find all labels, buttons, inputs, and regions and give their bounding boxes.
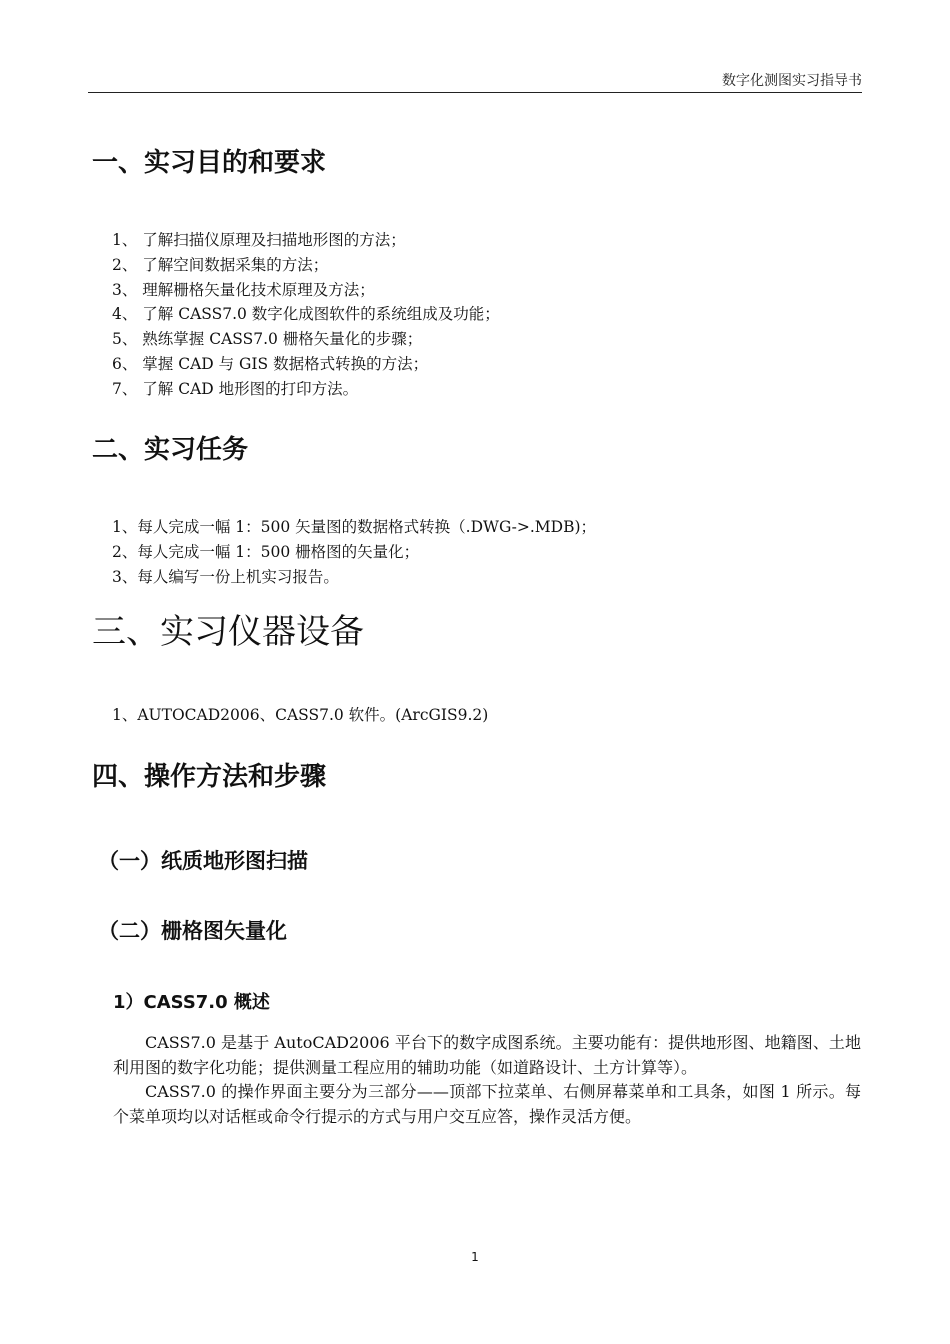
list-item: 1、每人完成一幅 1：500 矢量图的数据格式转换（.DWG->.MDB)；	[112, 518, 597, 536]
section3-list	[112, 703, 488, 728]
list-item: 3、每人编写一份上机实习报告。	[112, 567, 339, 586]
list-item: 2、 了解空间数据采集的方法；	[112, 255, 329, 274]
section3-heading: 三、实习仪器设备	[92, 612, 364, 652]
list-item: 1、 了解扫描仪原理及扫描地形图的方法；	[112, 231, 406, 249]
body-paragraphs	[113, 1031, 861, 1129]
list-item: 1、AUTOCAD2006、CASS7.0 软件。(ArcGIS9.2)	[112, 706, 489, 724]
list-item: 3、 理解栅格矢量化技术原理及方法；	[112, 280, 375, 299]
subsubsection-heading: 1）CASS7.0 概述	[113, 992, 270, 1013]
section1-list	[112, 228, 500, 402]
section1-heading: 一、实习目的和要求	[92, 148, 327, 178]
list-item: 5、 熟练掌握 CASS7.0 栅格矢量化的步骤；	[112, 330, 423, 349]
section4-heading: 四、操作方法和步骤	[92, 762, 327, 792]
list-item: 4、 了解 CASS7.0 数字化成图软件的系统组成及功能；	[112, 305, 500, 324]
subsection-heading-1: （一）纸质地形图扫描	[98, 849, 308, 873]
paragraph: CASS7.0 的操作界面主要分为三部分——顶部下拉菜单、右侧屏幕菜单和工具条，如图 1 所示。每个菜单项均以对话框或命令行提示的方式与用户交互应答，操作灵活方便。	[113, 1082, 861, 1126]
subsection-heading-2: （二）栅格图矢量化	[98, 919, 287, 943]
section2-heading: 二、实习任务	[92, 435, 249, 465]
paragraph: CASS7.0 是基于 AutoCAD2006 平台下的数字成图系统。主要功能有：提供地形图、地籍图、土地利用图的数字化功能；提供测量工程应用的辅助功能（如道路设计、土方计算等）。	[113, 1033, 861, 1077]
list-item: 2、每人完成一幅 1：500 栅格图的矢量化；	[112, 542, 420, 561]
page-number: 1	[471, 1250, 479, 1264]
page-header	[88, 70, 862, 93]
header-title: 数字化测图实习指导书	[722, 73, 862, 89]
section2-list	[112, 515, 596, 589]
list-item: 7、 了解 CAD 地形图的打印方法。	[112, 379, 359, 398]
list-item: 6、 掌握 CAD 与 GIS 数据格式转换的方法；	[112, 354, 429, 373]
